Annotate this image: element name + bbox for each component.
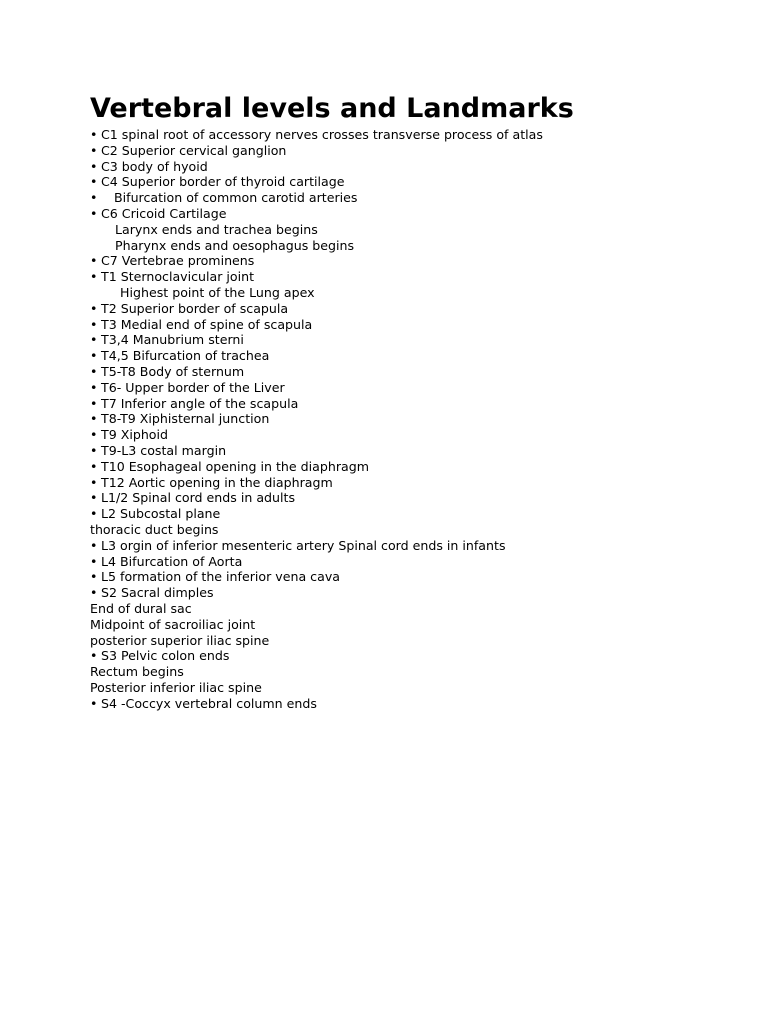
bullet-marker: • <box>90 348 98 364</box>
bullet-marker: • <box>90 427 98 443</box>
bullet-marker: • <box>90 174 98 190</box>
bullet-marker: • <box>90 316 98 332</box>
list-item-text: L5 formation of the inferior vena cava <box>101 569 340 585</box>
bullet-marker: • <box>90 395 98 411</box>
list-item <box>90 159 730 175</box>
bullet-marker: • <box>90 158 98 174</box>
line-text: Rectum begins <box>90 664 184 680</box>
list-item <box>90 301 730 317</box>
list-item-text: T2 Superior border of scapula <box>101 300 289 316</box>
list-subitem <box>90 238 730 254</box>
list-item-text: T9-L3 costal margin <box>101 442 227 458</box>
plain-line <box>90 522 730 538</box>
list-item <box>90 190 730 206</box>
bullet-marker: • <box>90 127 98 142</box>
plain-line <box>90 617 730 633</box>
list-item <box>90 253 730 269</box>
list-item-text: Highest point of the Lung apex <box>120 284 315 300</box>
list-item-text: S3 Pelvic colon ends <box>101 648 230 664</box>
list-item-text: T1 Sternoclavicular joint <box>101 269 255 285</box>
list-item <box>90 206 730 222</box>
bullet-marker: • <box>90 300 98 316</box>
bullet-marker: • <box>90 648 98 664</box>
bullet-marker: • <box>90 205 98 221</box>
list-item <box>90 506 730 522</box>
list-item-text: C7 Vertebrae prominens <box>101 253 255 269</box>
list-item-text: C2 Superior cervical ganglion <box>101 142 287 158</box>
list-item-text: C6 Cricoid Cartilage <box>101 205 227 221</box>
bullet-marker: • <box>90 474 98 490</box>
list-item <box>90 443 730 459</box>
list-item <box>90 585 730 601</box>
bullet-marker: • <box>90 363 98 379</box>
bullet-marker: • <box>90 190 98 206</box>
line-text: posterior superior iliac spine <box>90 632 270 648</box>
list-item <box>90 396 730 412</box>
list-item <box>90 538 730 554</box>
list-item <box>90 174 730 190</box>
bullet-marker: • <box>90 411 98 427</box>
list-item-text: Bifurcation of common carotid arteries <box>114 190 358 206</box>
list-item-text: C4 Superior border of thyroid cartilage <box>101 174 345 190</box>
list-item-text: C1 spinal root of accessory nerves crosses transverse process of atlas <box>101 127 543 142</box>
line-text: Posterior inferior iliac spine <box>90 679 262 695</box>
list-item <box>90 332 730 348</box>
list-item-text: T6- Upper border of the Liver <box>101 379 285 395</box>
plain-line <box>90 601 730 617</box>
list-item <box>90 348 730 364</box>
list-item-text: T12 Aortic opening in the diaphragm <box>101 474 333 490</box>
list-item-text: Pharynx ends and oesophagus begins <box>115 237 355 253</box>
bullet-marker: • <box>90 537 98 553</box>
list-item-text: C3 body of hyoid <box>101 158 208 174</box>
landmark-list <box>90 127 730 711</box>
bullet-marker: • <box>90 458 98 474</box>
list-item-text: Larynx ends and trachea begins <box>115 221 318 237</box>
list-item-text: T3,4 Manubrium sterni <box>101 332 244 348</box>
list-item <box>90 269 730 285</box>
list-item <box>90 427 730 443</box>
list-item <box>90 569 730 585</box>
list-item <box>90 490 730 506</box>
plain-line <box>90 633 730 649</box>
list-item <box>90 475 730 491</box>
list-subitem <box>90 285 730 301</box>
list-item <box>90 648 730 664</box>
plain-line <box>90 680 730 696</box>
line-text: End of dural sac <box>90 600 192 616</box>
bullet-marker: • <box>90 585 98 601</box>
list-item-text: T3 Medial end of spine of scapula <box>101 316 313 332</box>
bullet-marker: • <box>90 506 98 522</box>
list-item <box>90 411 730 427</box>
bullet-marker: • <box>90 569 98 585</box>
list-item <box>90 317 730 333</box>
list-item <box>90 364 730 380</box>
bullet-marker: • <box>90 442 98 458</box>
list-item <box>90 127 730 143</box>
bullet-marker: • <box>90 553 98 569</box>
list-item-text: S2 Sacral dimples <box>101 585 214 601</box>
page-title: Vertebral levels and Landmarks <box>90 93 574 124</box>
bullet-marker: • <box>90 269 98 285</box>
list-item-text: L3 orgin of inferior mesenteric artery Spinal cord ends in infants <box>101 537 506 553</box>
list-item-text: L1/2 Spinal cord ends in adults <box>101 490 296 506</box>
list-item-text: T10 Esophageal opening in the diaphragm <box>101 458 370 474</box>
list-item-text: L4 Bifurcation of Aorta <box>101 553 243 569</box>
list-item-text: T5-T8 Body of sternum <box>101 363 245 379</box>
bullet-marker: • <box>90 142 98 158</box>
list-item <box>90 696 730 712</box>
list-item-text: T9 Xiphoid <box>101 427 169 443</box>
list-item-text: L2 Subcostal plane <box>101 506 221 522</box>
bullet-marker: • <box>90 490 98 506</box>
list-item-text: T8-T9 Xiphisternal junction <box>101 411 270 427</box>
bullet-marker: • <box>90 332 98 348</box>
line-text: Midpoint of sacroiliac joint <box>90 616 256 632</box>
list-item <box>90 380 730 396</box>
list-item-text: T4,5 Bifurcation of trachea <box>101 348 270 364</box>
plain-line <box>90 664 730 680</box>
list-item <box>90 143 730 159</box>
list-item <box>90 459 730 475</box>
document-page <box>90 92 730 711</box>
bullet-marker: • <box>90 695 98 711</box>
list-item-text: S4 -Coccyx vertebral column ends <box>101 695 317 711</box>
list-item <box>90 554 730 570</box>
bullet-marker: • <box>90 379 98 395</box>
line-text: thoracic duct begins <box>90 521 219 537</box>
list-subitem <box>90 222 730 238</box>
bullet-marker: • <box>90 253 98 269</box>
list-item-text: T7 Inferior angle of the scapula <box>101 395 299 411</box>
